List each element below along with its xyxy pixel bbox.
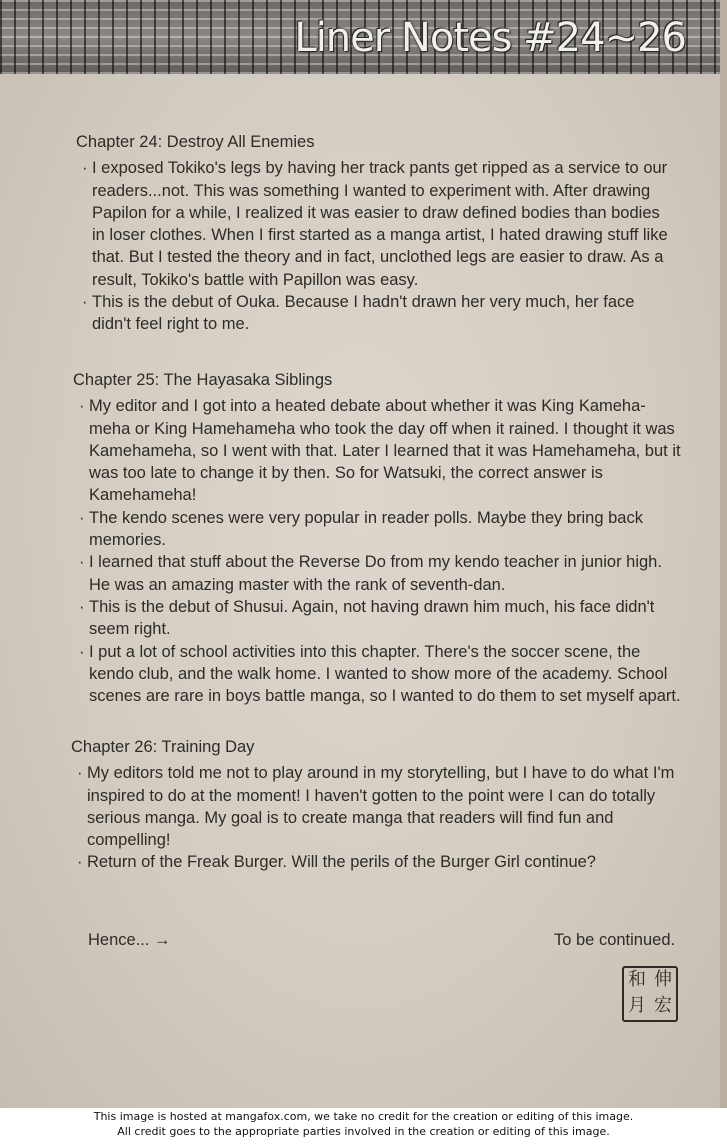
seal-char: 月 xyxy=(628,995,646,1016)
seal-char: 宏 xyxy=(654,995,672,1016)
chapter-24-note-1: · I exposed Tokiko's legs by having her track pants get ripped as a service to our readers...not. This was something I wanted to experiment with. After drawing Papilon for a while, I realized it was easier to draw defined bodies than bodies in loser clothes. When I first started as a manga artist, I hated drawing stuff like that. But I tested the theory and in fact, unclothed legs are easier to draw. As a result, Tokiko's battle with Papillon was easy. xyxy=(82,159,668,289)
chapter-25-heading: Chapter 25: The Hayasaka Siblings xyxy=(73,371,333,389)
hence-text: Hence... → xyxy=(88,931,171,949)
author-seal-stamp xyxy=(622,966,678,1022)
chapter-25-note-5: · I put a lot of school activities into this chapter. There's the soccer scene, the kendo club, and the walk home. I wanted to show more of the academy. School scenes are rare in boys battle manga, so I wanted to do them to set myself apart. xyxy=(79,642,681,706)
chapter-25-note-1: · My editor and I got into a heated debate about whether it was King Kameha-meha or King Hamehameha who took the day off when it rained. I thought it was Kamehameha, so I went with that. Later I learned that it was Hamehameha, but it was too late to change it by then. So for Watsuki, the correct answer is Kamehameha! xyxy=(79,397,681,505)
footer-line-1: This image is hosted at mangafox.com, we take no credit for the creation or editing of this image. xyxy=(93,1110,634,1123)
chapter-24-note-2: · This is the debut of Ouka. Because I hadn't drawn her very much, her face didn't feel right to me. xyxy=(82,293,635,334)
hosting-credit-footer xyxy=(0,1109,727,1139)
seal-char: 伸 xyxy=(654,969,672,990)
chapter-24-section xyxy=(76,131,676,336)
to-be-continued-text: To be continued. xyxy=(554,931,676,949)
seal-char: 和 xyxy=(628,969,646,990)
chapter-26-note-1: · My editors told me not to play around in my storytelling, but I have to do what I'm inspired to do at the moment! I haven't gotten to the point were I can do totally serious manga. My goal is to create manga that readers will find fun and compelling! xyxy=(77,764,675,850)
chapter-26-section xyxy=(71,736,677,874)
chapter-25-note-3: · I learned that stuff about the Reverse Do from my kendo teacher in junior high. He was an amazing master with the rank of seventh-dan. xyxy=(79,553,662,594)
chapter-26-note-2: · Return of the Freak Burger. Will the perils of the Burger Girl continue? xyxy=(77,853,596,872)
footer-line-2: All credit goes to the appropriate parties involved in the creation or editing of this image. xyxy=(117,1125,610,1138)
page-title: Liner Notes #24~26 xyxy=(294,15,686,61)
chapter-25-note-2: · The kendo scenes were very popular in reader polls. Maybe they bring back memories. xyxy=(79,508,643,550)
chapter-25-section xyxy=(73,369,685,707)
chapter-24-heading: Chapter 24: Destroy All Enemies xyxy=(76,133,315,151)
chapter-26-heading: Chapter 26: Training Day xyxy=(71,738,255,756)
chapter-25-note-4: · This is the debut of Shusui. Again, not having drawn him much, his face didn't seem right. xyxy=(79,597,655,639)
